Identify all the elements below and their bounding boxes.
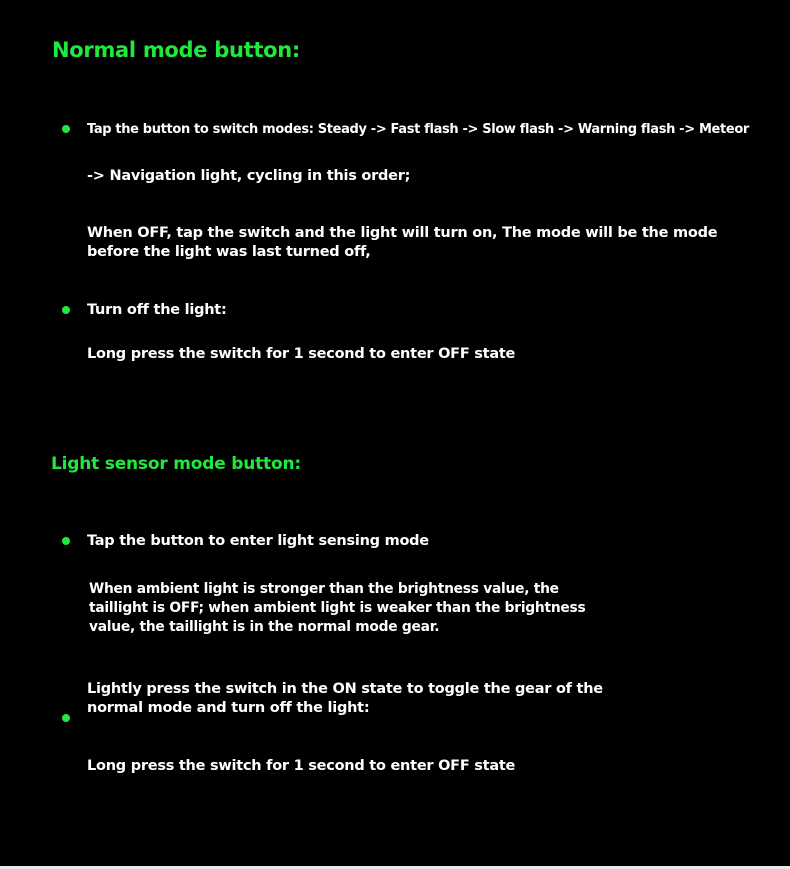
toggle-gear-line: normal mode and turn off the light: bbox=[87, 700, 370, 716]
switch-modes-text: Tap the button to switch modes: Steady -> Fast flash -> Slow flash -> Warning flash -> Meteor bbox=[87, 122, 749, 137]
bullet-dot-switch-modes bbox=[62, 125, 70, 133]
turn-off-heading: Turn off the light: bbox=[87, 302, 227, 318]
ambient-light-note-line: taillight is OFF; when ambient light is weaker than the brightness bbox=[89, 600, 586, 616]
switch-modes-continuation: -> Navigation light, cycling in this order; bbox=[87, 168, 411, 184]
ambient-light-note-line: value, the taillight is in the normal mode gear. bbox=[89, 619, 440, 635]
off-state-note-line: before the light was last turned off, bbox=[87, 244, 371, 260]
long-press-text: Long press the switch for 1 second to enter OFF state bbox=[87, 346, 516, 362]
off-state-note bbox=[87, 224, 717, 262]
long-press-text-sensor: Long press the switch for 1 second to enter OFF state bbox=[87, 758, 516, 774]
ambient-light-note bbox=[89, 580, 585, 637]
bullet-dot-light-sensing bbox=[62, 537, 70, 545]
toggle-gear-line: Lightly press the switch in the ON state to toggle the gear of the bbox=[87, 681, 603, 697]
bullet-dot-toggle-gear bbox=[62, 714, 70, 722]
light-sensing-text: Tap the button to enter light sensing mode bbox=[87, 533, 429, 549]
toggle-gear-text bbox=[87, 680, 603, 718]
normal-mode-heading: Normal mode button: bbox=[52, 38, 300, 62]
off-state-note-line: When OFF, tap the switch and the light will turn on, The mode will be the mode bbox=[87, 225, 718, 241]
bullet-dot-turn-off bbox=[62, 306, 70, 314]
light-sensor-mode-heading: Light sensor mode button: bbox=[51, 454, 301, 474]
ambient-light-note-line: When ambient light is stronger than the brightness value, the bbox=[89, 581, 559, 597]
